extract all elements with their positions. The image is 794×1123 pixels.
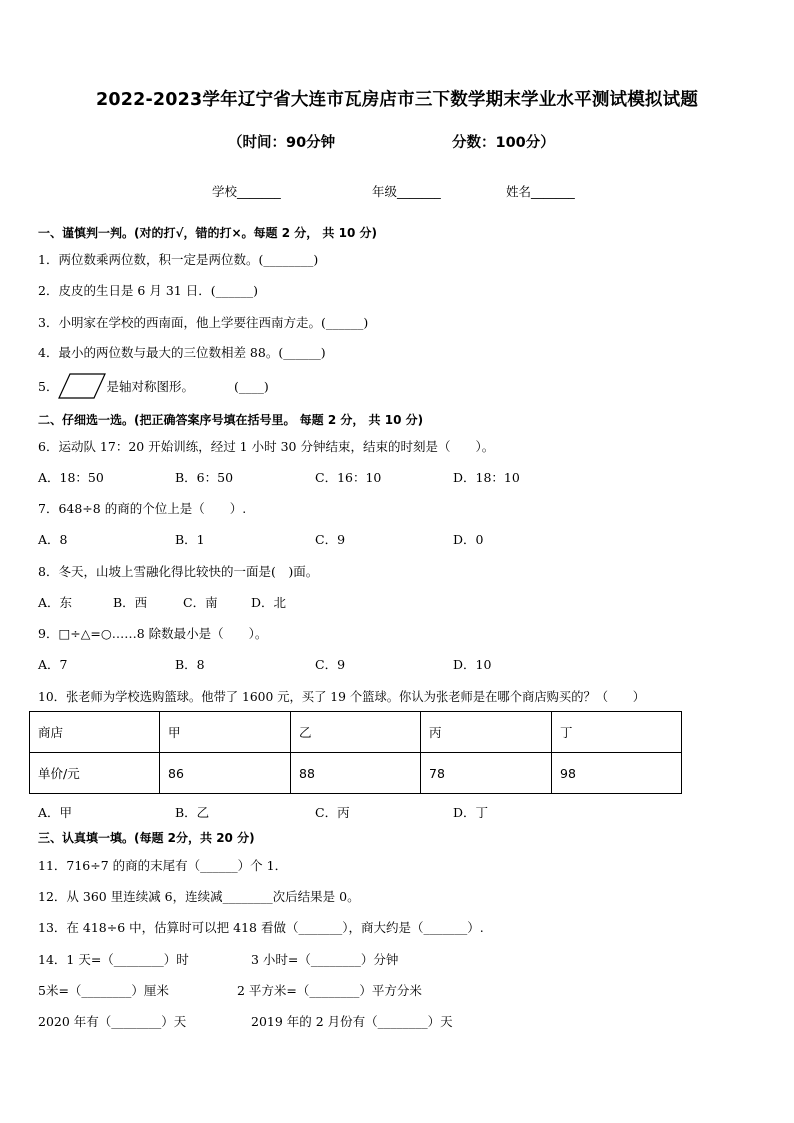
question-14-feb-2019: 2019 年的 2 月份有（________）天 — [251, 1014, 453, 1029]
price-table — [29, 711, 682, 794]
question-13: 13．在 418÷6 中，估算时可以把 418 看做（_______），商大约是（_______）. — [38, 920, 484, 935]
grade-field: 年级_______ — [372, 184, 441, 199]
q7-option-b: B．1 — [175, 532, 205, 547]
parallelogram-figure — [58, 373, 106, 402]
question-6: 6．运动队 17：20 开始训练，经过 1 小时 30 分钟结束，结束的时刻是（ ）。 — [38, 439, 495, 454]
page-title: 2022-2023学年辽宁省大连市瓦房店市三下数学期末学业水平测试模拟试题 — [95, 90, 699, 110]
question-2: 2．皮皮的生日是 6 月 31 日．(______) — [38, 283, 258, 298]
section-3-heading: 三、认真填一填。(每题 2分，共 20 分) — [38, 831, 255, 845]
question-14-year-2020: 2020 年有（________）天 — [38, 1014, 187, 1029]
q7-option-c: C．9 — [315, 532, 346, 547]
q9-option-a: A．7 — [38, 657, 68, 672]
q10-option-a: A．甲 — [38, 805, 73, 820]
question-1: 1．两位数乘两位数，积一定是两位数。(________) — [38, 252, 319, 267]
exam-time: （时间：90分钟 — [228, 135, 336, 151]
table-cell: 丙 — [421, 712, 552, 753]
q9-option-c: C．9 — [315, 657, 346, 672]
q10-option-b: B．乙 — [175, 805, 210, 820]
name-field: 姓名_______ — [506, 184, 575, 199]
q6-option-c: C．16：10 — [315, 470, 382, 485]
q7-option-d: D．0 — [453, 532, 484, 547]
exam-score: 分数：100分） — [452, 135, 555, 151]
question-5-number: 5． — [38, 379, 59, 394]
question-14-meters-cm: 5米=（________）厘米 — [38, 983, 169, 998]
q6-option-d: D．18：10 — [453, 470, 520, 485]
table-cell: 单价/元 — [30, 753, 160, 794]
table-row — [30, 753, 682, 794]
question-14-hours-minutes: 3 小时=（________）分钟 — [251, 952, 399, 967]
question-8: 8．冬天，山坡上雪融化得比较快的一面是( )面。 — [38, 564, 319, 579]
section-2-heading: 二、仔细选一选。(把正确答案序号填在括号里。 每题 2 分， 共 10 分) — [38, 413, 424, 427]
q10-option-d: D．丁 — [453, 805, 489, 820]
question-4: 4．最小的两位数与最大的三位数相差 88。(______) — [38, 345, 326, 360]
table-row — [30, 712, 682, 753]
table-cell: 丁 — [552, 712, 682, 753]
q8-option-a: A．东 — [38, 595, 73, 610]
question-10: 10．张老师为学校选购篮球。他带了 1600 元，买了 19 个篮球。你认为张老师是在哪个商店购买的？（ ） — [38, 690, 645, 704]
question-3: 3．小明家在学校的西南面，他上学要往西南方走。(______) — [38, 315, 369, 330]
question-9: 9．□÷△=○……8 除数最小是（ ）。 — [38, 626, 268, 641]
q7-option-a: A．8 — [38, 532, 68, 547]
table-cell: 88 — [291, 753, 421, 794]
question-7: 7．648÷8 的商的个位上是（ ）. — [38, 501, 247, 516]
table-cell: 78 — [421, 753, 552, 794]
q6-option-a: A．18：50 — [38, 470, 104, 485]
question-14-sqm-sqdm: 2 平方米=（________）平方分米 — [237, 983, 422, 998]
question-5 — [38, 373, 269, 402]
q9-option-b: B．8 — [175, 657, 205, 672]
q8-option-b: B．西 — [113, 595, 148, 610]
table-cell: 98 — [552, 753, 682, 794]
table-cell: 86 — [160, 753, 291, 794]
school-field: 学校_______ — [212, 184, 281, 199]
question-5-blank: (____) — [233, 379, 269, 394]
section-1-heading: 一、谨慎判一判。(对的打√，错的打×。每题 2 分， 共 10 分) — [38, 226, 377, 240]
question-11: 11．716÷7 的商的末尾有（______）个 1． — [38, 858, 288, 873]
q6-option-b: B．6：50 — [175, 470, 234, 485]
table-cell: 乙 — [291, 712, 421, 753]
q8-option-c: C．南 — [183, 595, 218, 610]
q10-option-c: C．丙 — [315, 805, 350, 820]
q9-option-d: D．10 — [453, 657, 492, 672]
question-14-day-hours: 14．1 天=（________）时 — [38, 952, 189, 967]
q8-option-d: D．北 — [251, 595, 287, 610]
question-12: 12．从 360 里连续减 6，连续减________次后结果是 0。 — [38, 889, 360, 904]
table-cell: 甲 — [160, 712, 291, 753]
question-5-text: 是轴对称图形。 — [106, 379, 194, 394]
table-cell: 商店 — [30, 712, 160, 753]
